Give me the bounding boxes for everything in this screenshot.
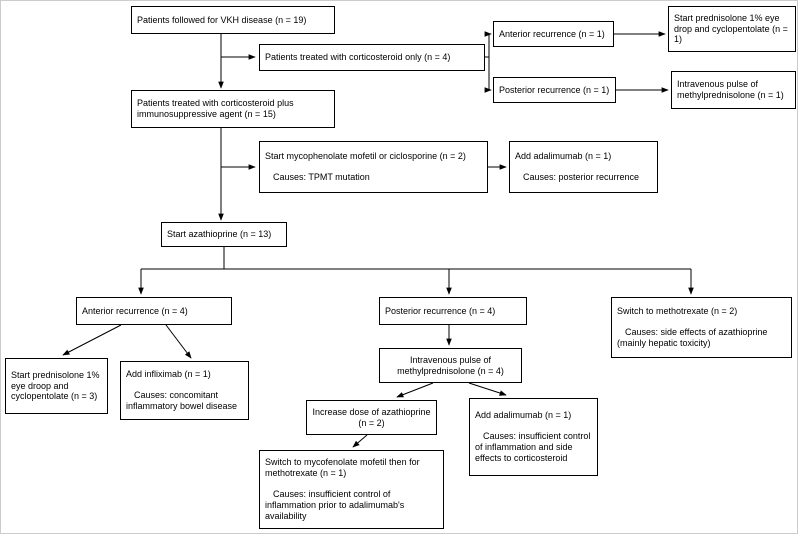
- edge-cortico-only-to-posterior: [489, 57, 491, 90]
- node-anterior-recurrence-4: [76, 297, 232, 325]
- node-start-prednisolone-3: [5, 358, 108, 414]
- node-label: Patients followed for VKH disease (n = 19): [137, 14, 307, 25]
- node-switch-mycophenolate: [259, 450, 444, 529]
- node-label: Add adalimumab (n = 1): [515, 151, 612, 162]
- node-label: Start mycophenolate mofetil or ciclosporine (n = 2): [265, 151, 466, 162]
- node-label: Anterior recurrence (n = 4): [82, 305, 188, 316]
- node-corticosteroid-plus: [131, 90, 335, 128]
- node-cause: Causes: insufficient control of inflammation and side effects to corticosteroid: [475, 431, 591, 463]
- node-cause: Causes: posterior recurrence: [523, 172, 640, 182]
- node-posterior-recurrence-4: [379, 297, 527, 325]
- edge-ivpulse4-to-increase: [397, 383, 433, 397]
- node-cause: Causes: TPMT mutation: [273, 172, 370, 182]
- node-label: Patients treated with corticosteroid plus immunosuppressive agent (n = 15): [137, 98, 294, 119]
- node-label: Posterior recurrence (n = 4): [385, 305, 496, 316]
- node-label: Posterior recurrence (n = 1): [499, 84, 610, 95]
- node-iv-pulse-4: [379, 348, 522, 383]
- edge-anterior4-to-prednisolone3: [63, 325, 121, 355]
- node-add-adalimumab-tpmt: [509, 141, 658, 193]
- node-add-adalimumab-posterior: [469, 398, 598, 476]
- node-label: Intravenous pulse of methylprednisolone (n = 4): [397, 354, 504, 376]
- node-label: Switch to methotrexate (n = 2): [617, 306, 738, 317]
- node-vkh-patients: [131, 6, 335, 34]
- node-anterior-recurrence-1: [493, 21, 614, 47]
- node-label: Start prednisolone 1% eye droop and cyclopentolate (n = 3): [11, 369, 100, 402]
- node-label: Add adalimumab (n = 1): [475, 410, 572, 421]
- node-start-azathioprine: [161, 222, 287, 247]
- node-add-infliximab: [120, 361, 249, 420]
- edge-anterior4-to-infliximab: [166, 325, 191, 358]
- node-label: Intravenous pulse of methylprednisolone (n = 1): [677, 79, 784, 100]
- node-label: Start azathioprine (n = 13): [167, 229, 272, 240]
- node-start-prednisolone-1: [668, 6, 796, 52]
- node-mycophenolate-ciclosporine: [259, 141, 488, 193]
- node-label: Add infliximab (n = 1): [126, 369, 211, 380]
- edge-increase-to-switch-myco: [353, 435, 367, 447]
- node-posterior-recurrence-1: [493, 77, 616, 103]
- node-label: Patients treated with corticosteroid only (n = 4): [265, 52, 451, 63]
- node-cause: Causes: concomitant inflammatory bowel disease: [126, 390, 238, 411]
- node-cause: Causes: side effects of azathioprine (mainly hepatic toxicity): [617, 327, 768, 348]
- node-cause: Causes: insufficient control of inflammation prior to adalimumab's availability: [265, 489, 405, 521]
- node-label: Anterior recurrence (n = 1): [499, 28, 605, 39]
- node-increase-azathioprine: [306, 400, 437, 435]
- node-iv-pulse-1: [671, 71, 796, 109]
- edge-ivpulse4-to-adalimumab: [469, 383, 506, 395]
- edge-cortico-only-to-anterior: [485, 34, 491, 57]
- node-label: Increase dose of azathioprine (n = 2): [312, 406, 431, 428]
- node-corticosteroid-only: [259, 44, 485, 71]
- node-switch-methotrexate: [611, 297, 792, 358]
- node-label: Start prednisolone 1% eye drop and cyclopentolate (n = 1): [674, 12, 788, 45]
- node-label: Switch to mycofenolate mofetil then for methotrexate (n = 1): [265, 457, 420, 479]
